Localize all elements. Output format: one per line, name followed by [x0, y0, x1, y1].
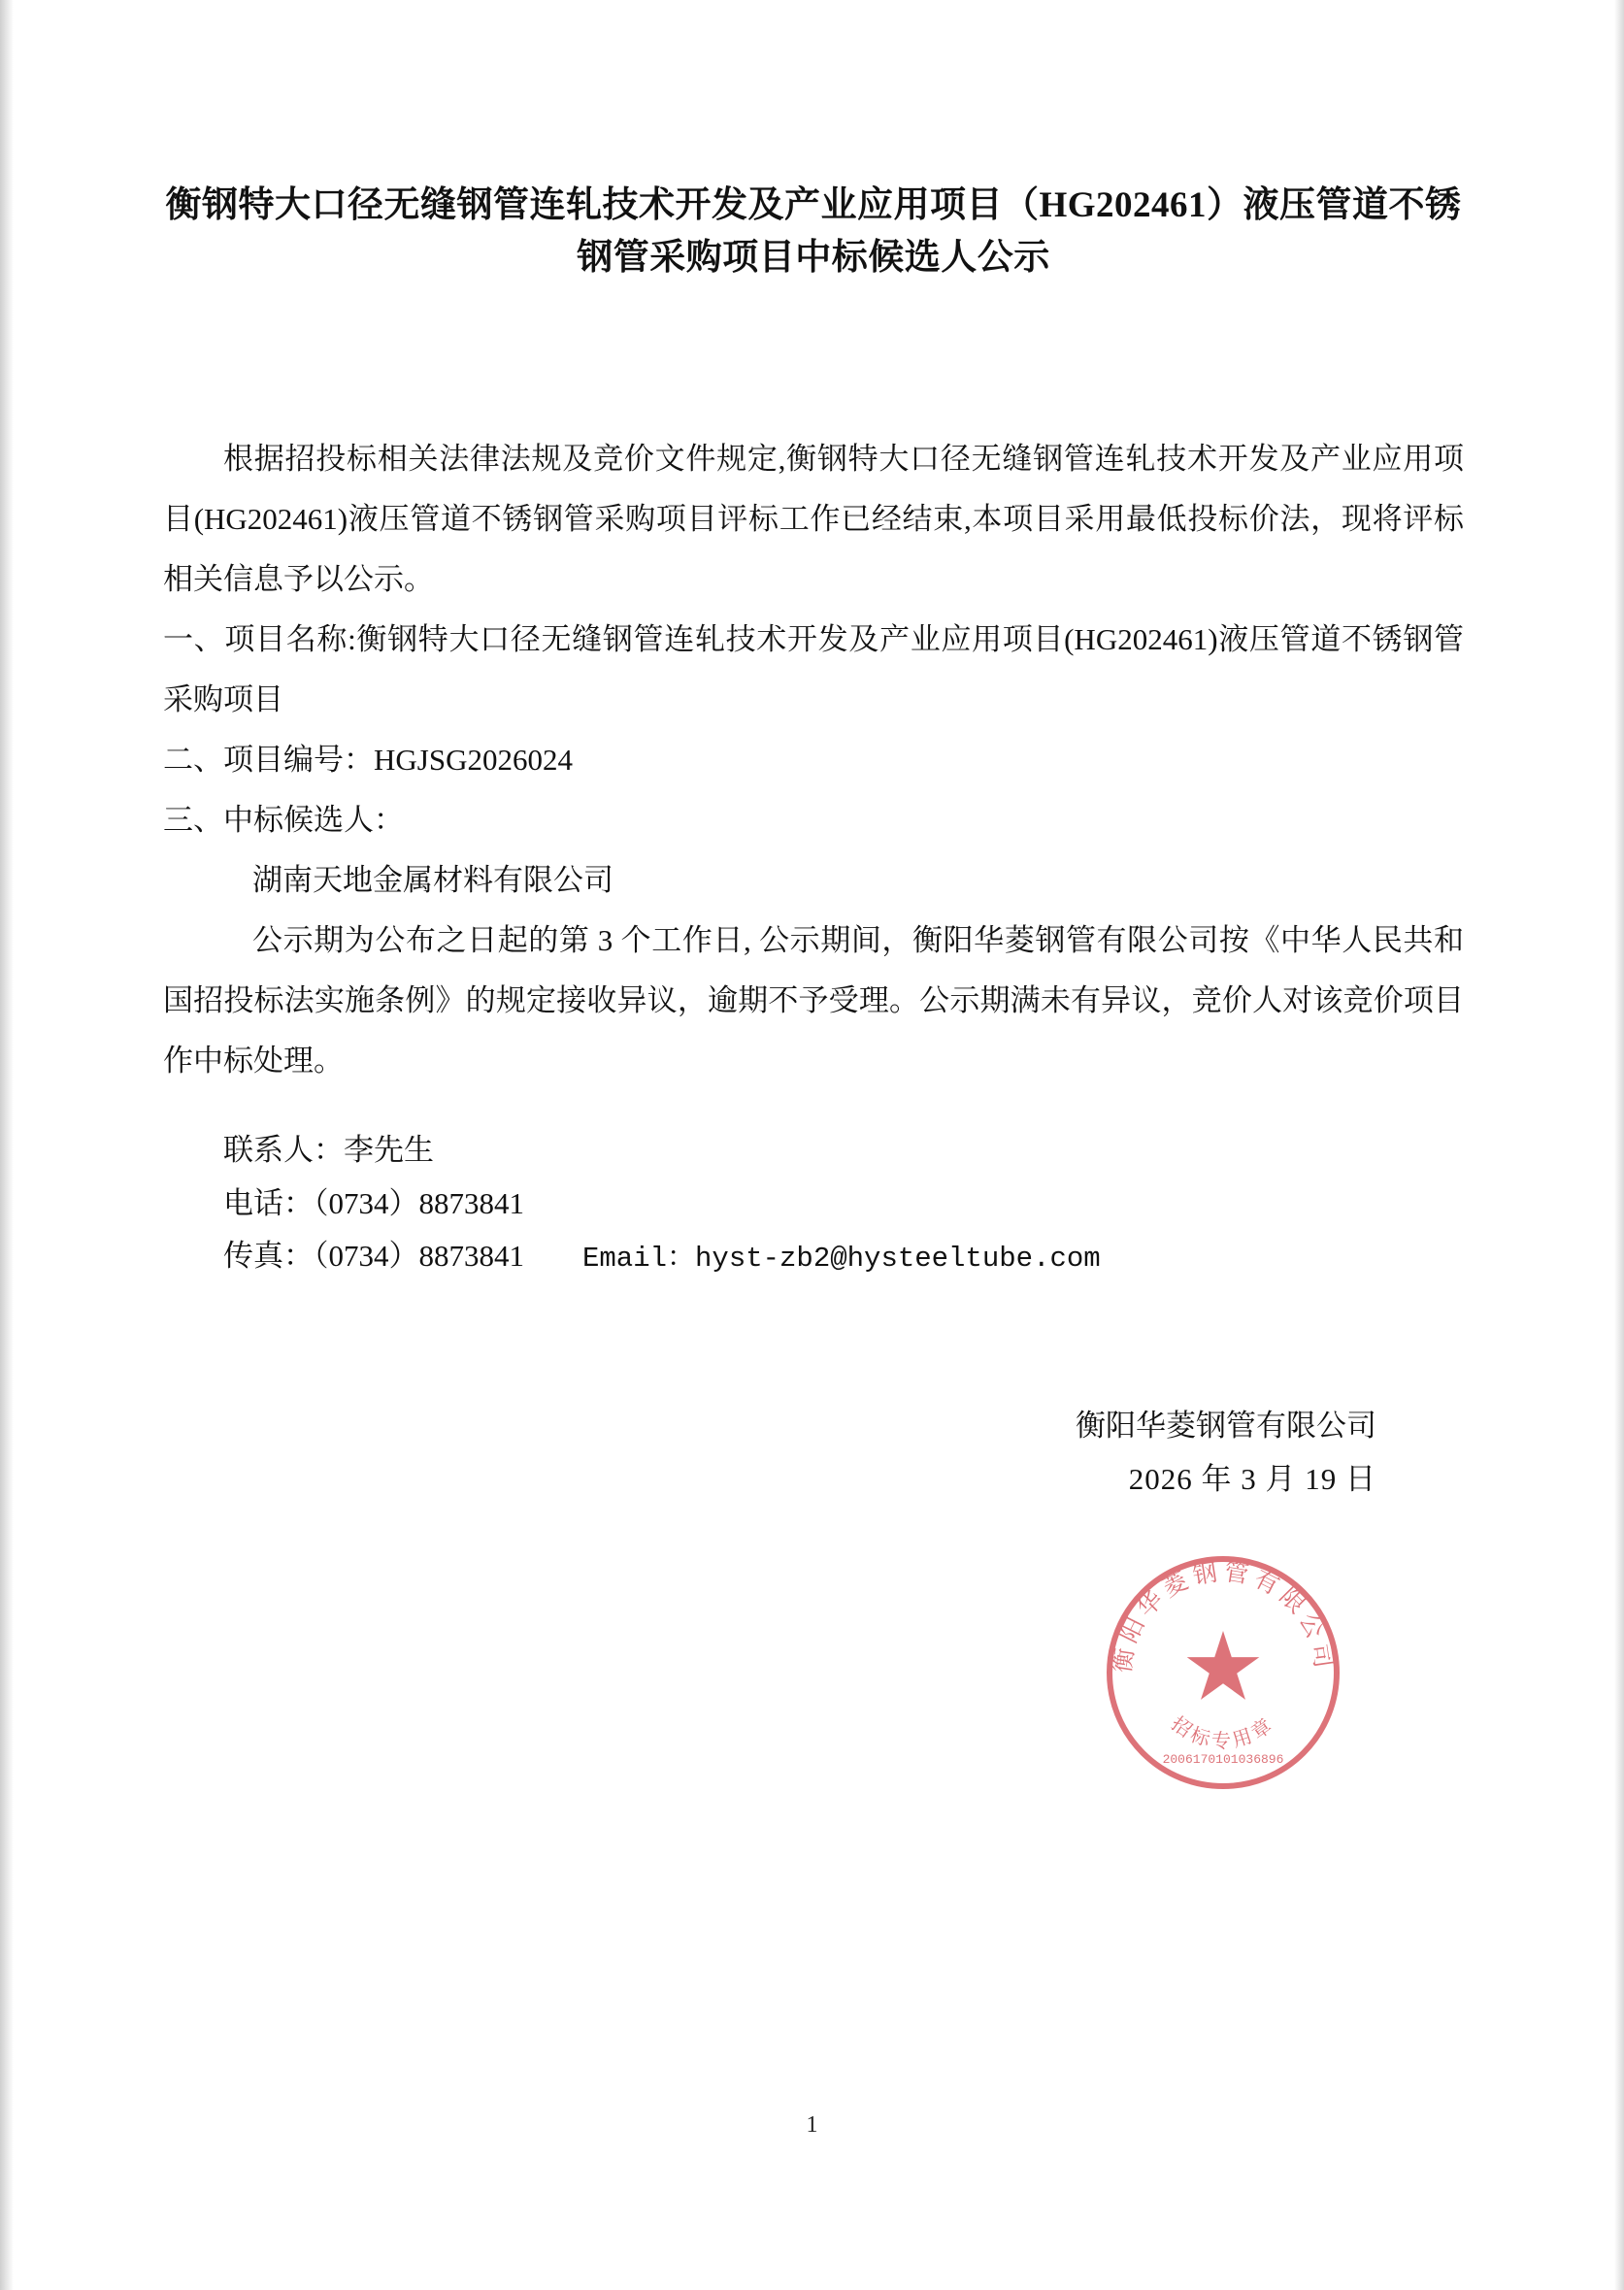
document-content	[163, 0, 1464, 1507]
contact-fax-email	[223, 1230, 1464, 1284]
page-number: 1	[806, 2112, 818, 2138]
signature-date: 2026 年 3 月 19 日	[1128, 1462, 1376, 1497]
paragraph-item-3: 三、中标候选人：	[163, 803, 404, 838]
paragraph-item-1: 一、项目名称:衡钢特大口径无缝钢管连轧技术开发及产业应用项目(HG202461)液压管道不锈钢管采购项目	[163, 622, 1464, 717]
contact-email: Email：hyst-zb2@hysteeltube.com	[582, 1242, 1101, 1275]
paragraph-intro: 根据招投标相关法律法规及竞价文件规定,衡钢特大口径无缝钢管连轧技术开发及产业应用项目(HG202461)液压管道不锈钢管采购项目评标工作已经结束,本项目采用最低投标价法，现将评标相关信息予以公示。	[163, 442, 1464, 597]
svg-text:2006170101036896: 2006170101036896	[1162, 1752, 1284, 1767]
page-title: 衡钢特大口径无缝钢管连轧技术开发及产业应用项目（HG202461）液压管道不锈钢管采购项目中标候选人公示	[165, 185, 1462, 278]
paragraph-item-2: 二、项目编号：HGJSG2026024	[163, 743, 573, 778]
signature-company: 衡阳华菱钢管有限公司	[1076, 1408, 1376, 1443]
official-seal	[1102, 1551, 1344, 1794]
contact-person: 联系人：李先生	[223, 1133, 434, 1168]
svg-text:招标专用章: 招标专用章	[1167, 1712, 1279, 1752]
svg-text:衡阳华菱钢管有限公司: 衡阳华菱钢管有限公司	[1110, 1559, 1337, 1675]
document-body	[163, 429, 1464, 1507]
paragraph-notice: 公示期为公布之日起的第 3 个工作日, 公示期间，衡阳华菱钢管有限公司按《中华人民共和国招投标法实施条例》的规定接收异议，逾期不予受理。公示期满未有异议，竞价人对该竞价项目作中标处理。	[163, 923, 1464, 1079]
contact-fax: 传真：（0734）8873841	[223, 1238, 524, 1273]
signature-block	[163, 1399, 1464, 1508]
winning-candidate: 湖南天地金属材料有限公司	[252, 863, 613, 898]
contact-block	[163, 1124, 1464, 1283]
contact-phone: 电话：（0734）8873841	[223, 1185, 524, 1220]
